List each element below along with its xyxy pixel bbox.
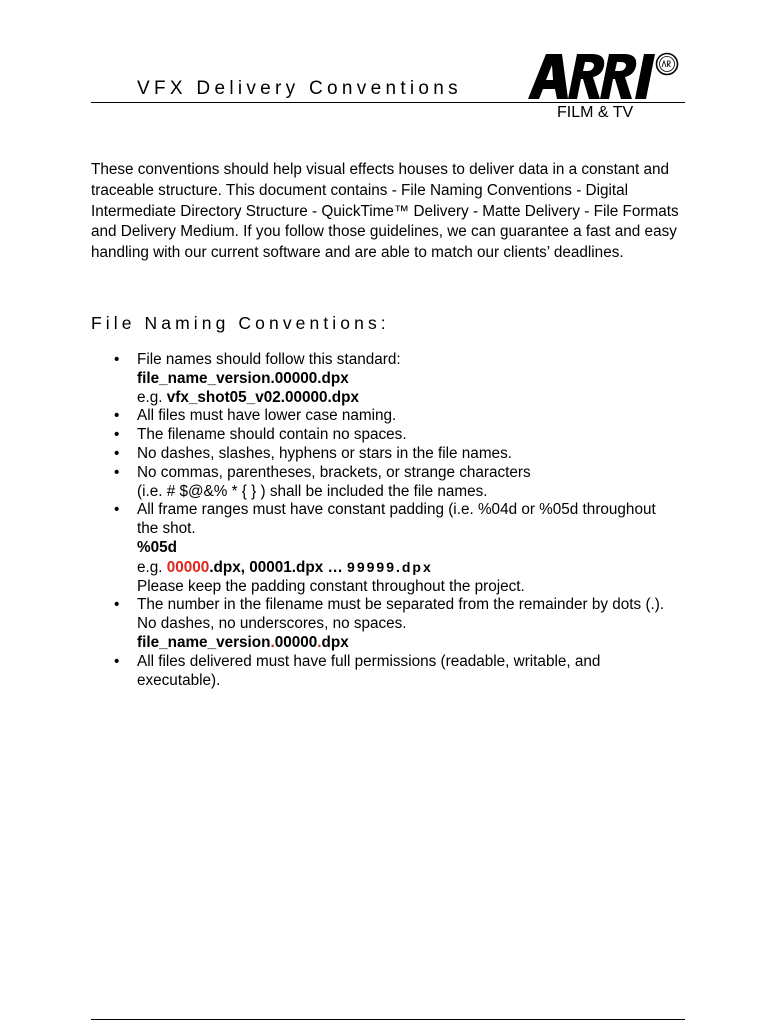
rule-text: File names should follow this standard:	[137, 351, 401, 368]
list-item	[91, 464, 681, 502]
eg-padding-red: 00000	[166, 558, 210, 576]
pattern-dot: .	[270, 633, 275, 651]
list-item	[91, 653, 681, 691]
document-title: VFX Delivery Conventions	[137, 78, 462, 99]
pattern-dot: .	[317, 633, 322, 651]
logo-subtitle: FILM & TV	[557, 104, 634, 121]
eg-sequence-last: 99999.dpx	[347, 558, 433, 575]
intro-clients: clients’	[503, 244, 550, 262]
header-divider	[91, 102, 685, 103]
pattern-part: dpx	[321, 633, 349, 651]
rules-list	[91, 351, 681, 690]
eg-label: e.g.	[137, 388, 167, 406]
eg-sequence: .dpx, 00001.dpx …	[209, 558, 348, 576]
intro-text: These conventions should help visual effects houses to deliver data in a constant and traceable structure. This document contains - File Naming Conventions - Digital Intermediate Directory Structure - QuickTime™ Delivery - Matte Delivery - File Formats and Delivery Medium. If you follow those guidelines, we can guarantee a fast and easy handling with our current software and are able to match our	[91, 161, 679, 262]
arri-logo-icon	[528, 52, 680, 100]
rule-text: The filename should contain no spaces.	[137, 426, 407, 444]
eg-label: e.g.	[137, 558, 167, 576]
intro-text-end: deadlines.	[549, 244, 624, 262]
section-heading: File Naming Conventions:	[91, 313, 390, 333]
rule-text: The number in the filename must be separated from the remainder by dots (.). No dashes, no underscores, no spaces.	[137, 596, 665, 633]
rule-text: No commas, parentheses, brackets, or strange characters	[137, 463, 531, 481]
eg-value: vfx_shot05_v02.00000.dpx	[166, 388, 359, 406]
rule-note: Please keep the padding constant throughout the project.	[137, 577, 525, 595]
padding-format: %05d	[137, 538, 177, 556]
list-item	[91, 596, 681, 652]
rule-text: All frame ranges must have constant padding (i.e. %04d or %05d throughout the shot.	[137, 501, 656, 538]
rule-text: No dashes, slashes, hyphens or stars in the file names.	[137, 444, 512, 462]
list-item	[91, 501, 681, 596]
list-item	[91, 351, 681, 407]
rule-text: All files must have lower case naming.	[137, 407, 397, 425]
list-item	[91, 407, 681, 426]
rule-text: All files delivered must have full permissions (readable, writable, and executable).	[137, 652, 601, 689]
rule-text-continued: (i.e. # $@&% * { } ) shall be included the file names.	[137, 482, 488, 500]
pattern-part: file_name_version	[137, 633, 271, 651]
pattern-example: file_name_version.00000.dpx	[137, 369, 349, 387]
list-item	[91, 426, 681, 445]
pattern-part: 00000	[274, 633, 318, 651]
list-item	[91, 445, 681, 464]
footer-divider	[91, 1019, 685, 1020]
intro-paragraph	[91, 160, 681, 264]
